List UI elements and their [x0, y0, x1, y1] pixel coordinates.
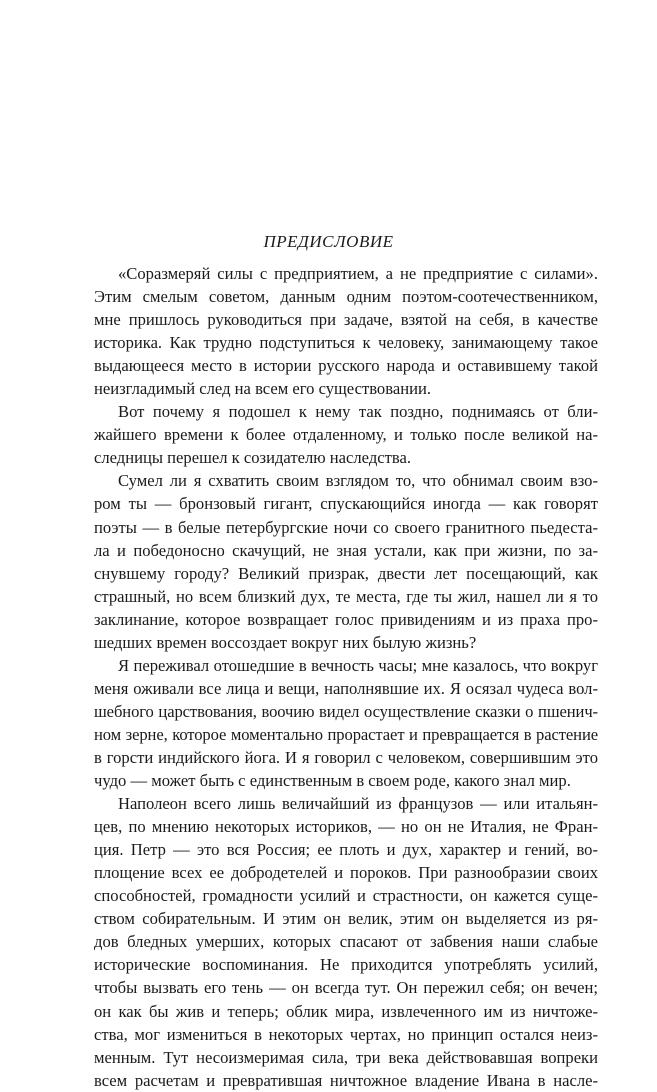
text-line: Наполеон всего лишь величайший из французов — или итальян-: [118, 794, 598, 814]
text-line: выдающееся место в истории русского народа и оставившему такой: [94, 356, 598, 376]
text-line: ством собирательным. И этим он велик, этим он выделяется из ря-: [94, 909, 598, 929]
text-line: шедших времен воссоздает вокруг них былую жизнь?: [94, 632, 477, 652]
text-line: жайшего времени к более отдаленному, и только после великой на-: [94, 425, 598, 445]
body-text: [94, 262, 598, 1092]
text-line: меня оживали все лица и вещи, наполнявшие их. Я осязал чудеса вол-: [94, 678, 598, 698]
text-line: чтобы вызвать его тень — он всегда тут. Он пережил себя; он вечен;: [94, 978, 598, 998]
text-line: Я переживал отошедшие в вечность часы; мне казалось, что вокруг: [118, 655, 598, 675]
text-line: в горсти индийского йога. И я говорил с человеком, совершившим это: [94, 747, 598, 767]
text-line: способностей, громадности усилий и страстности, он кажется суще-: [94, 886, 598, 906]
text-line: ция. Петр — это вся Россия; ее плоть и дух, характер и гений, во-: [94, 840, 598, 860]
text-line: дов бледных умерших, которых спасают от забвения наши слабые: [94, 932, 598, 952]
chapter-heading: ПРЕДИСЛОВИЕ: [263, 232, 394, 251]
text-line: мне пришлось руководиться при задаче, взятой на себя, в качестве: [94, 310, 598, 330]
text-line: ром ты — бронзовый гигант, спускающийся иногда — как говорят: [94, 494, 598, 514]
text-line: ном зерне, которое моментально прорастает и превращается в растение: [94, 724, 598, 744]
text-line: всем расчетам и превратившая ничтожное владение Ивана в насле-: [94, 1070, 598, 1090]
text-line: ла и победоносно скачущий, не зная устали, как при жизни, по за-: [94, 540, 598, 560]
text-line: он как бы жив и теперь; облик мира, извлеченного им из ничтоже-: [94, 1001, 598, 1021]
text-line: площение всех ее добродетелей и пороков. При разнообразии своих: [94, 863, 598, 883]
text-line: Этим смелым советом, данным одним поэтом-соотечественником,: [94, 287, 598, 307]
text-line: цев, по мнению некоторых историков, — но он не Италия, не Фран-: [94, 817, 598, 837]
text-line: снувшему городу? Великий призрак, двести лет посещающий, как: [94, 563, 598, 583]
text-line: неизгладимый след на всем его существовании.: [94, 379, 431, 399]
text-line: страшный, но всем близкий дух, те места, где ты жил, нашел ли я то: [94, 586, 598, 606]
text-line: исторические воспоминания. Не приходится употреблять усилий,: [94, 955, 598, 975]
text-line: менным. Тут несоизмеримая сила, три века действовавшая вопреки: [94, 1047, 598, 1067]
text-line: Вот почему я подошел к нему так поздно, поднимаясь от бли-: [118, 402, 598, 422]
text-line: следницы перешел к созидателю наследства.: [94, 448, 412, 468]
text-line: шебного царствования, воочию видел осуществление сказки о пшенич-: [94, 701, 598, 721]
text-line: «Соразмеряй силы с предприятием, а не предприятие с силами».: [118, 264, 598, 283]
text-line: историка. Как трудно подступиться к человеку, занимающему такое: [94, 333, 598, 353]
text-line: чудо — может быть с единственным в своем роде, какого знал мир.: [94, 771, 571, 791]
text-line: поэты — в белые петербургские ночи со своего гранитного пьедеста-: [94, 517, 598, 537]
text-line: Сумел ли я схватить своим взглядом то, что обнимал своим взо-: [118, 471, 598, 491]
text-line: заклинание, которое возвращает голос привидениям и из праха про-: [94, 609, 598, 629]
text-line: ства, мог измениться в некоторых чертах, но принцип остался неиз-: [94, 1024, 598, 1044]
